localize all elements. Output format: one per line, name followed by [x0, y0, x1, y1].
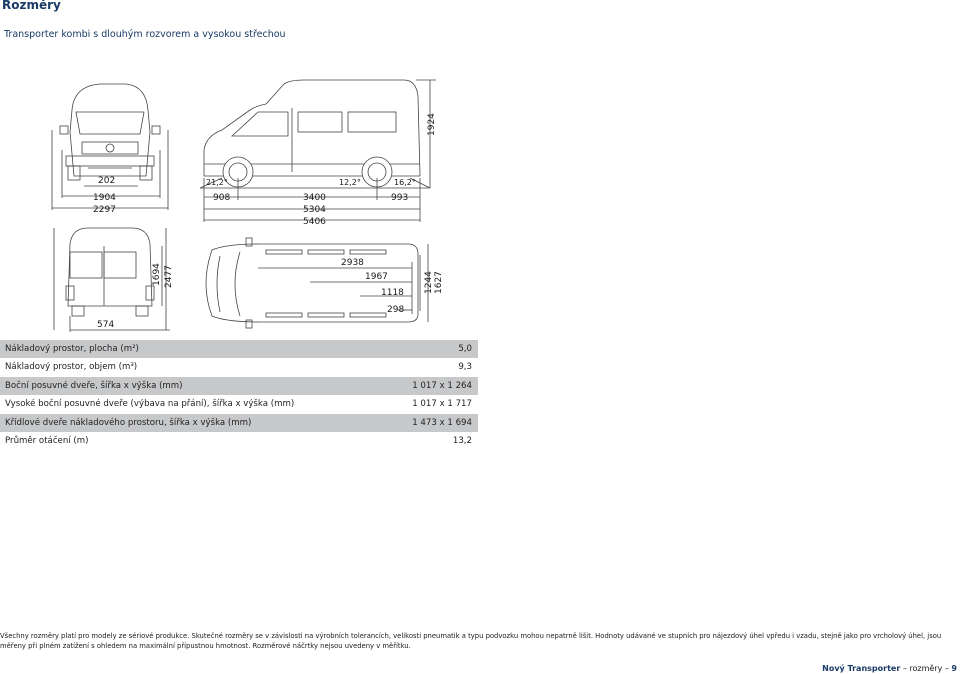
spec-label: Boční posuvné dveře, šířka x výška (mm): [5, 380, 183, 391]
dim-height: 1924: [427, 113, 437, 136]
dim-departure-angle: 16,2°: [394, 178, 416, 187]
dim-ramp-angle: 12,2°: [339, 178, 361, 187]
spec-value: 9,3: [458, 362, 472, 373]
table-row: [0, 432, 478, 451]
table-row: [0, 358, 478, 377]
dim-rear-height: 2477: [164, 265, 174, 288]
footer-page-number: 9: [951, 664, 957, 673]
footer-separator: –: [944, 664, 952, 673]
spec-label: Nákladový prostor, plocha (m²): [5, 343, 139, 354]
dim-top-width-2: 1627: [434, 271, 444, 294]
dim-overall-length: 5406: [303, 217, 326, 227]
dim-front-track: 202: [98, 176, 116, 186]
dim-approach-angle: 21,2°: [206, 178, 228, 187]
dim-top-length-3: 1118: [381, 288, 404, 298]
spec-value: 13,2: [452, 436, 472, 447]
spec-label: Křídlové dveře nákladového prostoru, šířka x výška (mm): [5, 417, 252, 428]
spec-value: 5,0: [458, 343, 472, 354]
rear-view-drawing: [66, 228, 154, 316]
dim-top-width-1: 1244: [424, 271, 434, 294]
dim-wheelbase: 3400: [303, 193, 326, 203]
dim-top-offset: 298: [387, 305, 405, 315]
dim-rear-sill: 574: [97, 320, 115, 330]
table-row: [0, 377, 478, 396]
footer-section: rozměry: [909, 664, 943, 673]
dim-top-length-2: 1967: [365, 272, 388, 282]
table-row: [0, 414, 478, 433]
table-row: [0, 340, 478, 358]
page-footer: [822, 664, 957, 673]
footer-separator: –: [902, 664, 910, 673]
spec-label: Vysoké boční posuvné dveře (výbava na přání), šířka x výška (mm): [5, 399, 295, 410]
spec-value: 1 017 x 1 717: [412, 399, 472, 410]
footer-model: Nový Transporter: [822, 664, 901, 673]
spec-value: 1 473 x 1 694: [412, 417, 472, 428]
dim-front-overhang: 908: [213, 193, 231, 203]
dim-rear-overhang: 993: [391, 193, 409, 203]
spec-label: Průměr otáčení (m): [5, 436, 89, 447]
page-title: Rozměry: [2, 0, 61, 12]
dim-top-length-1: 2938: [341, 258, 364, 268]
spec-value: 1 017 x 1 264: [412, 380, 472, 391]
table-row: [0, 395, 478, 414]
side-view-drawing: [204, 80, 420, 187]
dim-front-width-1: 1904: [93, 193, 116, 203]
dim-rear-inner-height: 1694: [152, 263, 162, 286]
dimension-drawings: [0, 0, 960, 335]
spec-label: Nákladový prostor, objem (m³): [5, 362, 138, 373]
dim-cargo-length: 5304: [303, 205, 326, 215]
specification-table: [0, 340, 478, 451]
footnote: Všechny rozměry platí pro modely ze sériové produkce. Skutečné rozměry se v závislosti na výrobních tolerancích, velikosti pneumatik a typu podvozku mohou nepatrně lišit. Hodnoty udávané ve stupních pro nájezdový úhel vpředu i vzadu, stejně jako pro vrcholový úhel, jsou měřeny při plném zatížení s ohledem na maximální přípustnou hmotnost. Rozměrové náčrtky nejsou uvedeny v měřítku.: [0, 632, 942, 650]
dim-front-width-2: 2297: [93, 205, 116, 215]
front-view-drawing: [60, 84, 160, 180]
page-subtitle: Transporter kombi s dlouhým rozvorem a vysokou střechou: [4, 29, 286, 40]
